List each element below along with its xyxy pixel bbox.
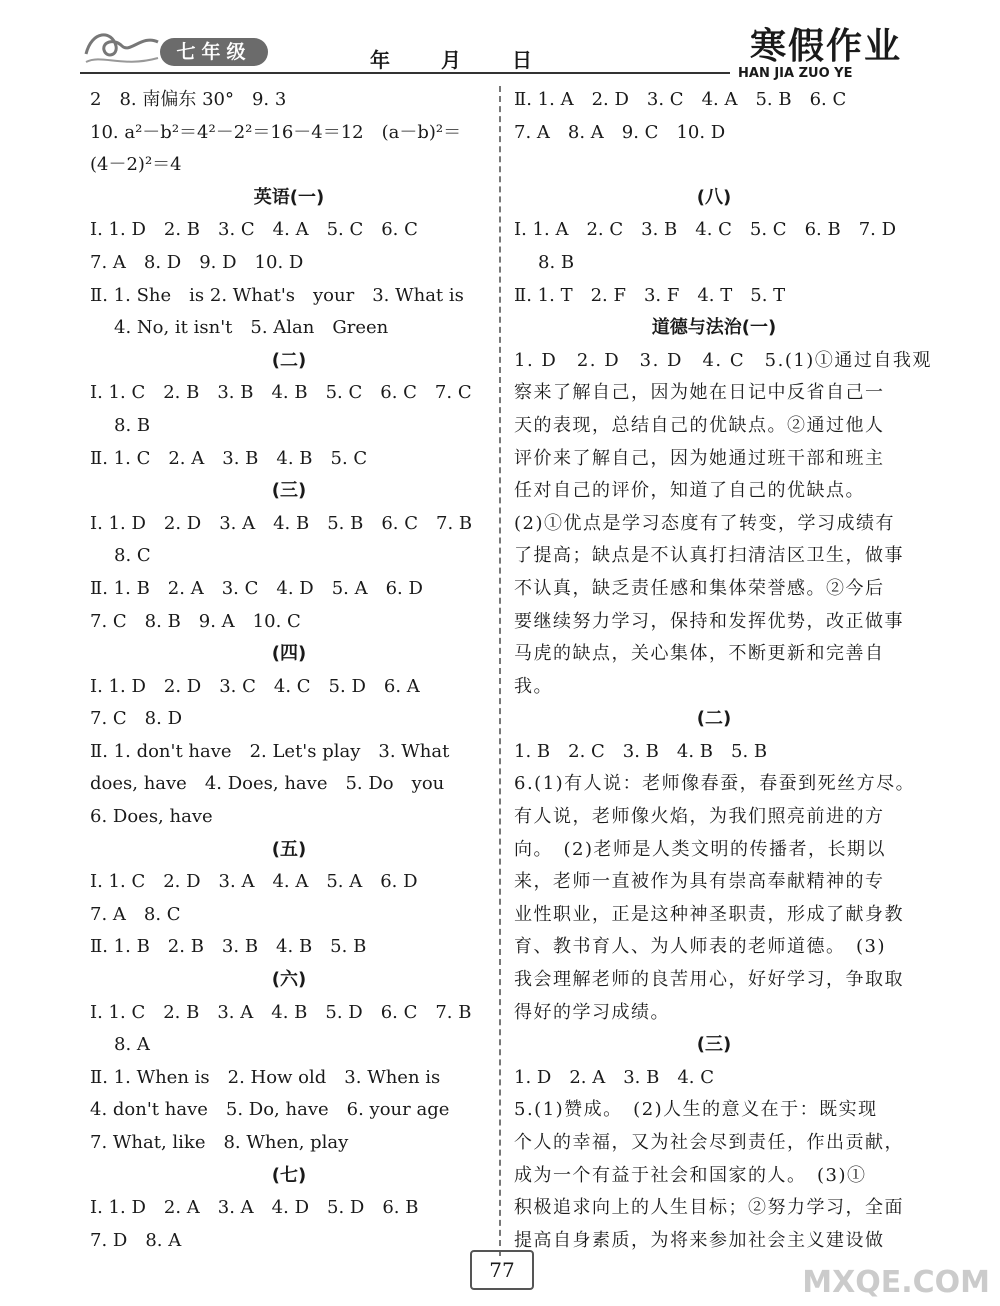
column-divider: [499, 86, 501, 1256]
answer-line: 7. C 8. B 9. A 10. C: [90, 610, 301, 632]
section-heading: (三): [696, 1034, 732, 1056]
section-heading: (二): [696, 708, 732, 730]
answer-line: Ⅰ. 1. D 2. B 3. C 4. A 5. C 6. C: [90, 219, 418, 241]
answer-line: Ⅰ. 1. D 2. D 3. A 4. B 5. B 6. C 7. B: [90, 512, 473, 534]
answer-line: Ⅱ. 1. She is 2. What's your 3. What is: [90, 284, 464, 306]
answer-line: 了提高；缺点是不认真打扫清洁区卫生，做事: [514, 545, 904, 567]
answer-line: 6.(1)有人说：老师像春蚕，春蚕到死丝方尽。: [514, 773, 916, 795]
section-heading: (五): [271, 838, 307, 860]
answer-line: 成为一个有益于社会和国家的人。 (3)①: [514, 1164, 867, 1186]
section-heading: (四): [271, 643, 307, 665]
answer-line: Ⅰ. 1. A 2. C 3. B 4. C 5. C 6. B 7. D: [514, 219, 897, 241]
answer-line: (2)①优点是学习态度有了转变，学习成绩有: [514, 512, 895, 534]
answer-line: 评价来了解自己，因为她通过班干部和班主: [514, 447, 885, 469]
page-subtitle: HAN JIA ZUO YE: [738, 66, 853, 81]
answer-line: 得好的学习成绩。: [514, 1001, 670, 1023]
answer-line: (4－2)²＝4: [90, 154, 182, 176]
answer-line: 提高自身素质，为将来参加社会主义建设做: [514, 1229, 885, 1251]
answer-line: 察来了解自己，因为她在日记中反省自己一: [514, 382, 885, 404]
section-heading: (三): [271, 480, 307, 502]
answer-line: 8. C: [114, 545, 151, 567]
answer-line: 7. D 8. A: [90, 1229, 182, 1251]
grade-badge: 七年级: [160, 38, 268, 66]
answer-line: 天的表现，总结自己的优缺点。②通过他人: [514, 414, 885, 436]
answer-line: 7. A 8. D 9. D 10. D: [90, 251, 304, 273]
answer-line: 个人的幸福，又为社会尽到责任，作出贡献，: [514, 1132, 904, 1153]
answer-line: 8. A: [114, 1034, 150, 1056]
answer-line: 向。 (2)老师是人类文明的传播者，长期以: [514, 838, 886, 860]
left-answer-column: [90, 84, 488, 1257]
answer-line: does, have 4. Does, have 5. Do you: [90, 773, 445, 795]
page-header: [0, 0, 1000, 86]
page-number: 77: [470, 1250, 534, 1290]
answer-line: Ⅱ. 1. C 2. A 3. B 4. B 5. C: [90, 447, 368, 469]
answer-line: 7. A 8. C: [90, 903, 181, 925]
answer-line: 7. A 8. A 9. C 10. D: [514, 121, 726, 143]
answer-line: 任对自己的评价，知道了自己的优缺点。: [514, 480, 865, 502]
answer-line: Ⅱ. 1. B 2. A 3. C 4. D 5. A 6. D: [90, 577, 423, 599]
page-title: 寒假作业: [750, 26, 903, 67]
section-heading: (七): [271, 1164, 307, 1186]
answer-line: 7. C 8. D: [90, 708, 182, 730]
answer-line: 来，老师一直被作为具有崇高奉献精神的专: [514, 871, 885, 893]
answer-line: 我会理解老师的良苦用心，好好学习，争取取: [514, 969, 904, 991]
answer-line: Ⅱ. 1. T 2. F 3. F 4. T 5. T: [514, 284, 786, 306]
answer-line: 1. D 2. D 3. D 4. C 5.(1)①通过自我观: [514, 349, 932, 371]
answer-line: 要继续努力学习，保持和发挥优势，改正做事: [514, 610, 904, 632]
answer-line: 马虎的缺点，关心集体，不断更新和完善自: [514, 643, 885, 665]
answer-line: 育、教书育人、为人师表的老师道德。 (3): [514, 936, 886, 958]
answer-line: 不认真，缺乏责任感和集体荣誉感。②今后: [514, 577, 885, 599]
answer-line: 4. don't have 5. Do, have 6. your age: [90, 1099, 450, 1121]
date-line: [370, 44, 576, 73]
right-answer-column: [514, 84, 932, 1257]
answer-line: 业性职业，正是这种神圣职责，形成了献身教: [514, 903, 904, 925]
answer-line: Ⅰ. 1. D 2. A 3. A 4. D 5. D 6. B: [90, 1197, 419, 1219]
answer-line: 2 8. 南偏东 30° 9. 3: [90, 89, 287, 110]
answer-line: 1. B 2. C 3. B 4. B 5. B: [514, 740, 768, 762]
answer-line: Ⅱ. 1. A 2. D 3. C 4. A 5. B 6. C: [514, 89, 847, 110]
date-day: 日: [511, 48, 532, 72]
answer-line: 5.(1)赞成。 (2)人生的意义在于：既实现: [514, 1099, 878, 1121]
section-heading: (二): [271, 349, 307, 371]
header-rule: [80, 72, 730, 74]
answer-line: Ⅱ. 1. B 2. B 3. B 4. B 5. B: [90, 936, 367, 958]
answer-line: [514, 149, 914, 182]
watermark: MXQE.COM: [802, 1265, 990, 1300]
section-heading: (八): [696, 186, 732, 208]
date-month: 月: [440, 48, 461, 72]
answer-line: 8. B: [538, 251, 575, 273]
answer-line: 7. What, like 8. When, play: [90, 1132, 349, 1153]
answer-line: 6. Does, have: [90, 806, 213, 828]
section-heading: (六): [271, 969, 307, 991]
answer-line: 1. D 2. A 3. B 4. C: [514, 1066, 715, 1088]
answer-line: 10. a²－b²＝4²－2²＝16－4＝12 (a－b)²＝: [90, 121, 462, 143]
answer-line: Ⅱ. 1. When is 2. How old 3. When is: [90, 1066, 441, 1088]
answer-line: 有人说，老师像火焰，为我们照亮前进的方: [514, 806, 885, 828]
answer-line: Ⅰ. 1. C 2. B 3. B 4. B 5. C 6. C 7. C: [90, 382, 472, 404]
answer-line: 4. No, it isn't 5. Alan Green: [114, 317, 389, 339]
answer-line: 积极追求向上的人生目标；②努力学习，全面: [514, 1197, 904, 1219]
answer-line: Ⅰ. 1. C 2. D 3. A 4. A 5. A 6. D: [90, 871, 418, 893]
section-heading: 英语(一): [253, 186, 325, 208]
answer-line: 我。: [514, 675, 553, 697]
answer-line: Ⅱ. 1. don't have 2. Let's play 3. What: [90, 740, 450, 762]
answer-line: Ⅰ. 1. D 2. D 3. C 4. C 5. D 6. A: [90, 675, 420, 697]
answer-line: Ⅰ. 1. C 2. B 3. A 4. B 5. D 6. C 7. B: [90, 1001, 472, 1023]
section-heading: 道德与法治(一): [651, 317, 777, 339]
date-year: 年: [370, 48, 390, 72]
scroll-ornament-icon: [82, 24, 162, 68]
answer-line: 8. B: [114, 414, 151, 436]
